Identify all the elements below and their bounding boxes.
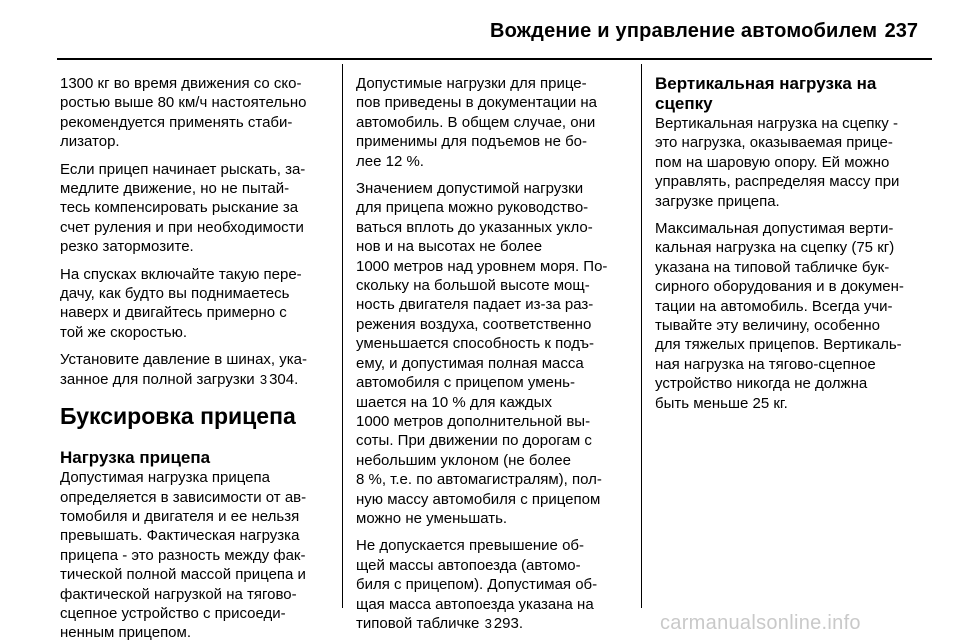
paragraph: На спусках включайте такую пере- дачу, как будто вы поднимаетесь наверх и двигайтесь примерно с той же скоростью. [60,265,302,341]
paragraph [60,350,330,389]
column-left [60,74,330,642]
section-heading: Буксировка прицепа [60,403,296,430]
paragraph: Допустимые нагрузки для прице- пов приведены в документации на автомобиль. В общем случае, они применимы для подъемов не бо- лее 12 %. [356,75,598,170]
subheading: Вертикальная нагрузка на сцепку [655,74,877,113]
page-reference-link[interactable]: 304. [269,370,299,388]
page-reference-icon: 3 [484,615,492,631]
page-title: Вождение и управление автомобилем [490,20,878,42]
column-divider-2 [641,64,642,608]
page-number: 237 [884,20,918,42]
column-right [655,74,930,614]
page-reference-link[interactable]: 293. [493,614,523,632]
watermark: carmanualsonline.info [660,612,861,634]
column-middle [356,74,630,632]
paragraph: Если прицеп начинает рыскать, за- медлите движение, но не пытай- тесь компенсировать рыскание за счет руления и при необходимости резко затормозите. [60,160,306,256]
paragraph: Значением допустимой нагрузки для прицепа можно руководство- ваться вплоть до указанных укло- нов и на высотах не более 1000 метров над уровнем моря. По- скольку на большой высоте мощ- ность двигателя падает из-за раз- режения воздуха, соответственно уменьшается способность к подъ- ему, и допустимая полная масса автомобиля с прицепом умень- шается на 10 % для каждых 1000 метров дополнительной вы- соты. При движении по дорогам с небольшим уклоном (не более 8 %, т.е. по автомагистралям), пол- ную массу автомобиля с прицепом можно не уменьшать. [356,180,608,527]
paragraph-text: Установите давление в шинах, ука- занное для полной загрузки [60,351,307,388]
paragraph: 1300 кг во время движения со ско- ростью выше 80 км/ч настоятельно рекомендуется применять стаби- лизатор. [60,75,307,151]
paragraph-text: Не допускается превышение об- щей массы автопоезда (автомо- биля с прицепом). Допустимая об- щая масса автопоезда указана на типовой табличке [356,537,598,632]
header-divider [57,58,932,60]
page-reference-icon: 3 [259,371,268,387]
paragraph: Вертикальная нагрузка на сцепку - это нагрузка, оказываемая прице- пом на шаровую опору. Ей можно управлять, распределяя массу при загрузке прицепа. [655,115,900,210]
paragraph: Максимальная допустимая верти- кальная нагрузка на сцепку (75 кг) указана на типовой табличке бук- сирного оборудования и в докумен- тации на автомобиль. Всегда учи- тывайте эту величину, особенно для тяжелых прицепов. Вертикаль- ная нагрузка на тягово-сцепное устройство никогда не должна быть меньше 25 кг. [655,220,904,412]
column-divider-1 [342,64,343,608]
subheading: Нагрузка прицепа [60,448,211,468]
paragraph [356,536,630,633]
paragraph: Допустимая нагрузка прицепа определяется в зависимости от ав- томобиля и двигателя и ее нельзя превышать. Фактическая нагрузка прицепа - это разность между фак- тической полной массой прицепа и фактической нагрузкой на тягово- сцепное устройство с присоеди- ненным прицепом. [60,469,307,642]
